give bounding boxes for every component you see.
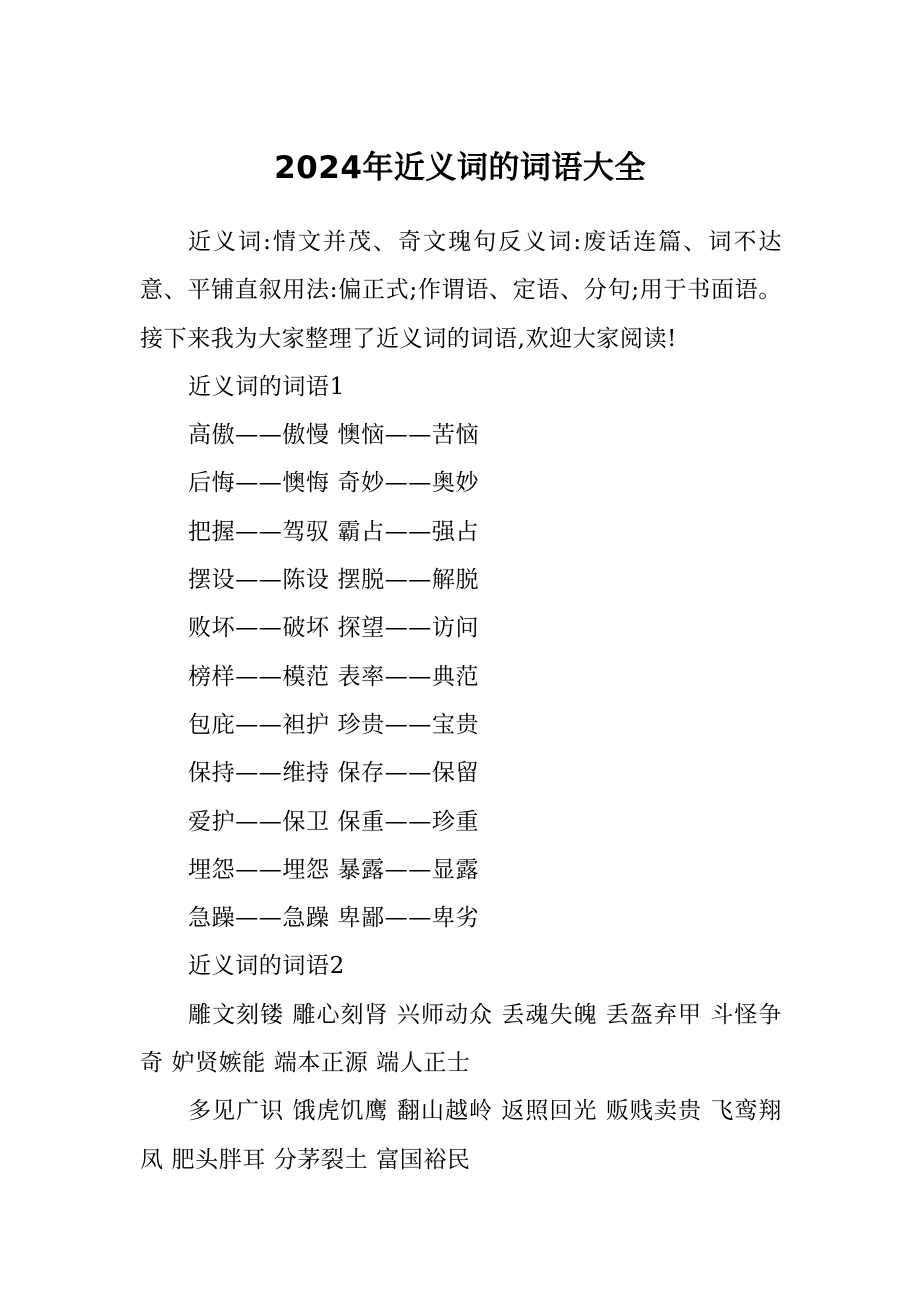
synonym-line: 后悔——懊悔 奇妙——奥妙 — [188, 470, 480, 497]
synonym-line: 保持——维持 保存——保留 — [188, 760, 480, 787]
intro-paragraph: 近义词:情文并茂、奇文瑰句反义词:废话连篇、词不达意、平铺直叙用法:偏正式;作谓语、定语、分句;用于书面语。 接下来我为大家整理了近义词的词语,欢迎大家阅读! — [140, 229, 782, 352]
section-heading-1: 近义词的词语1 — [188, 373, 345, 400]
synonym-line: 埋怨——埋怨 暴露——显露 — [188, 856, 480, 883]
synonym-line: 把握——驾驭 霸占——强占 — [188, 518, 480, 545]
idiom-paragraph: 多见广识 饿虎饥鹰 翻山越岭 返照回光 贩贱卖贵 飞鸾翔凤 肥头胖耳 分茅裂土 富国裕民 — [140, 1098, 782, 1173]
section-heading-2: 近义词的词语2 — [188, 953, 345, 980]
synonym-line: 高傲——傲慢 懊恼——苦恼 — [188, 422, 480, 449]
synonym-line: 包庇——袒护 珍贵——宝贵 — [188, 711, 480, 738]
synonym-line: 摆设——陈设 摆脱——解脱 — [188, 567, 480, 594]
document-body — [140, 218, 782, 1184]
synonym-line: 败坏——破坏 探望——访问 — [188, 615, 480, 642]
synonym-line: 急躁——急躁 卑鄙——卑劣 — [188, 905, 480, 932]
synonym-line: 榜样——模范 表率——典范 — [188, 663, 480, 690]
synonym-line: 爱护——保卫 保重——珍重 — [188, 808, 480, 835]
document-title: 2024年近义词的词语大全 — [274, 150, 646, 186]
idiom-paragraph: 雕文刻镂 雕心刻肾 兴师动众 丢魂失魄 丢盔弃甲 斗怪争奇 妒贤嫉能 端本正源 端人正士 — [140, 1001, 782, 1077]
